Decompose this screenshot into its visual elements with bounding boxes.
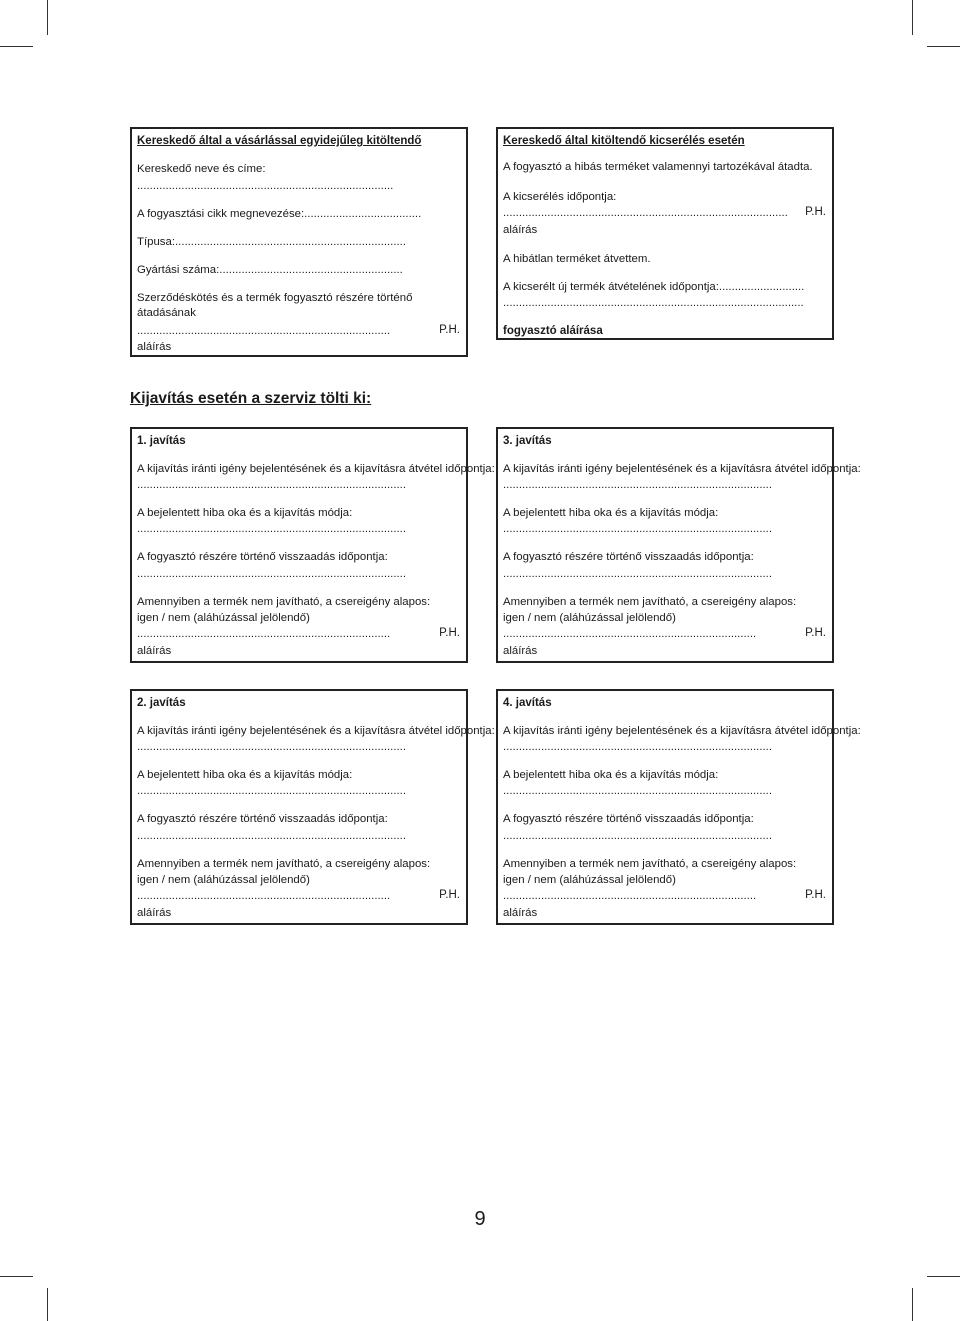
exchange-date-label: A kicserélés időpontja: [503,191,617,203]
serial-number-field[interactable]: Gyártási száma:.......................................................... [137,264,403,276]
product-type-field[interactable]: Típusa:......................................................................... [137,236,407,248]
fault-label: A bejelentett hiba oka és a kijavítás módja: [137,507,353,519]
retailer-name-field[interactable]: ................................................................................. [137,180,394,192]
replacement-label: Amennyiben a termék nem javítható, a csereigény alapos: [503,858,797,870]
replacement-label: Amennyiben a termék nem javítható, a csereigény alapos: [137,596,431,608]
yes-no-choice[interactable]: igen / nem (aláhúzással jelölendő) [503,874,676,886]
return-date-field[interactable]: ..................................................................................... [503,830,772,842]
replacement-label: Amennyiben a termék nem javítható, a csereigény alapos: [137,858,431,870]
repair-box [130,689,495,925]
replacement-label: Amennyiben a termék nem javítható, a csereigény alapos: [503,596,797,608]
repair-signature-dots[interactable]: ................................................................................ [503,628,757,640]
stamp-label: P.H. [805,627,826,639]
crop-mark [0,1276,33,1277]
yes-no-choice[interactable]: igen / nem (aláhúzással jelölendő) [503,612,676,624]
yes-no-choice[interactable]: igen / nem (aláhúzással jelölendő) [137,612,310,624]
new-product-date-field[interactable]: A kicserélt új termék átvételének időpontja:........................... [503,281,805,293]
handed-over-statement: A fogyasztó a hibás terméket valamennyi tartozékával átadta. [503,161,813,173]
contract-date-field[interactable]: Szerződéskötés és a termék fogyasztó részére történő átadásának [137,292,413,319]
exchange-box-title: Kereskedő által kitöltendő kicserélés esetén [503,135,745,147]
request-date-field[interactable]: ..................................................................................... [137,479,406,491]
repair-box [130,427,495,663]
request-date-label: A kijavítás iránti igény bejelentésének és a kijavításra átvétel időpontja: [503,725,861,737]
repair-box [496,689,861,925]
crop-mark [912,0,913,35]
crop-mark [47,0,48,35]
return-date-label: A fogyasztó részére történő visszaadás időpontja: [503,551,754,563]
signature-label: aláírás [137,907,172,919]
request-date-label: A kijavítás iránti igény bejelentésének és a kijavításra átvétel időpontja: [137,463,495,475]
yes-no-choice[interactable]: igen / nem (aláhúzással jelölendő) [137,874,310,886]
return-date-field[interactable]: ..................................................................................... [137,830,406,842]
repair-title: 2. javítás [137,697,186,709]
fault-field[interactable]: ..................................................................................... [503,785,772,797]
page-number: 9 [474,1208,486,1230]
retailer-box-title: Kereskedő által a vásárlással egyidejűleg kitöltendő [137,135,422,147]
return-date-field[interactable]: ..................................................................................... [503,568,772,580]
crop-mark [47,1288,48,1321]
request-date-field[interactable]: ..................................................................................... [503,741,772,753]
request-date-field[interactable]: ..................................................................................... [137,741,406,753]
repair-signature-dots[interactable]: ................................................................................ [503,890,757,902]
signature-label: aláírás [137,341,172,353]
received-ok-statement: A hibátlan terméket átvettem. [503,253,651,265]
retailer-signature-dots[interactable]: ................................................................................ [137,325,391,337]
stamp-label: P.H. [439,627,460,639]
exchange-signature-dots[interactable]: .......................................................................................... [503,207,788,219]
request-date-field[interactable]: ..................................................................................... [503,479,772,491]
consumer-signature-label: fogyasztó aláírása [503,325,603,337]
repair-signature-dots[interactable]: ................................................................................ [137,628,391,640]
retailer-name-label: Kereskedő neve és címe: [137,163,266,175]
repair-title: 1. javítás [137,435,186,447]
request-date-label: A kijavítás iránti igény bejelentésének és a kijavításra átvétel időpontja: [503,463,861,475]
new-product-date-dots[interactable]: ............................................................................................... [503,297,804,309]
fault-label: A bejelentett hiba oka és a kijavítás módja: [137,769,353,781]
crop-mark [912,1288,913,1321]
stamp-label: P.H. [439,889,460,901]
crop-mark [0,46,33,47]
retailer-box [130,127,468,357]
fault-label: A bejelentett hiba oka és a kijavítás módja: [503,769,719,781]
return-date-label: A fogyasztó részére történő visszaadás időpontja: [503,813,754,825]
stamp-label: P.H. [439,324,460,336]
signature-label: aláírás [137,645,172,657]
repair-title: 4. javítás [503,697,552,709]
fault-label: A bejelentett hiba oka és a kijavítás módja: [503,507,719,519]
signature-label: aláírás [503,224,538,236]
product-name-field[interactable]: A fogyasztási cikk megnevezése:..................................... [137,208,422,220]
crop-mark [927,1276,960,1277]
service-section-heading: Kijavítás esetén a szerviz tölti ki: [130,390,372,407]
return-date-label: A fogyasztó részére történő visszaadás időpontja: [137,813,388,825]
request-date-label: A kijavítás iránti igény bejelentésének és a kijavításra átvétel időpontja: [137,725,495,737]
signature-label: aláírás [503,645,538,657]
repair-box [496,427,861,663]
return-date-field[interactable]: ..................................................................................... [137,568,406,580]
fault-field[interactable]: ..................................................................................... [137,785,406,797]
return-date-label: A fogyasztó részére történő visszaadás időpontja: [137,551,388,563]
crop-mark [927,46,960,47]
fault-field[interactable]: ..................................................................................... [137,523,406,535]
signature-label: aláírás [503,907,538,919]
exchange-box [496,127,834,340]
stamp-label: P.H. [805,889,826,901]
stamp-label: P.H. [805,206,826,218]
fault-field[interactable]: ..................................................................................... [503,523,772,535]
repair-title: 3. javítás [503,435,552,447]
repair-signature-dots[interactable]: ................................................................................ [137,890,391,902]
